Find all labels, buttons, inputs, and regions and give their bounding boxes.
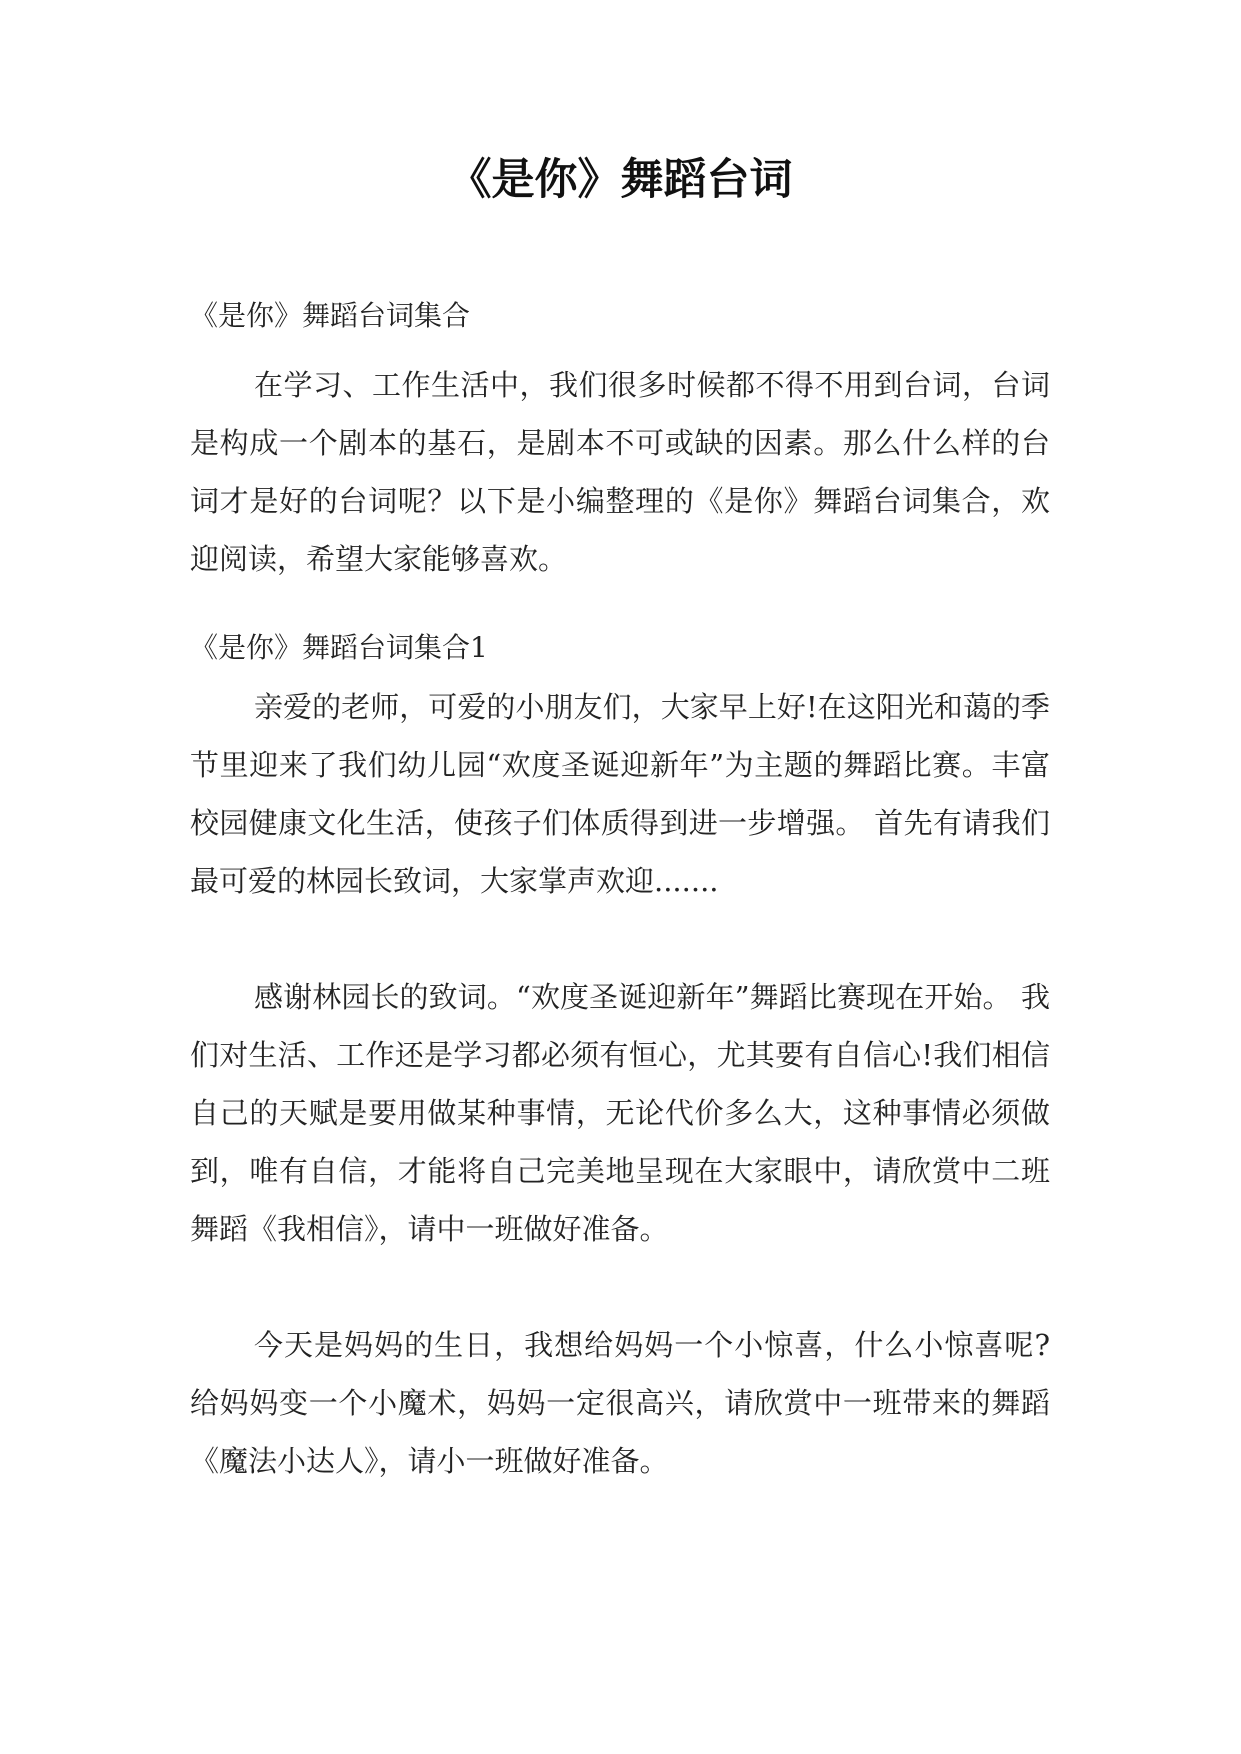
body-paragraph-2: 感谢林园长的致词。“欢度圣诞迎新年”舞蹈比赛现在开始。 我们对生活、工作还是学习都必须有恒心，尤其要有自信心!我们相信自己的天赋是要用做某种事情，无论代价多么大，这种事情必须做到，唯有自信，才能将自己完美地呈现在大家眼中，请欣赏中二班舞蹈《我相信》，请中一班做好准备。 (190, 980, 1050, 1246)
document-subtitle: 《是你》舞蹈台词集合 (190, 299, 471, 332)
document-title: 《是你》舞蹈台词 (448, 155, 793, 205)
section-heading: 《是你》舞蹈台词集合1 (190, 631, 488, 664)
body-paragraph-1: 亲爱的老师，可爱的小朋友们，大家早上好!在这阳光和蔼的季节里迎来了我们幼儿园“欢度圣诞迎新年”为主题的舞蹈比赛。丰富校园健康文化生活，使孩子们体质得到进一步增强。 首先有请我们最可爱的林园长致词，大家掌声欢迎....... (190, 690, 1050, 898)
intro-paragraph: 在学习、工作生活中，我们很多时候都不得不用到台词，台词是构成一个剧本的基石，是剧本不可或缺的因素。那么什么样的台词才是好的台词呢？以下是小编整理的《是你》舞蹈台词集合，欢迎阅读，希望大家能够喜欢。 (190, 368, 1050, 576)
body-paragraph-3: 今天是妈妈的生日，我想给妈妈一个小惊喜，什么小惊喜呢?给妈妈变一个小魔术，妈妈一定很高兴，请欣赏中一班带来的舞蹈《魔法小达人》，请小一班做好准备。 (190, 1328, 1050, 1478)
